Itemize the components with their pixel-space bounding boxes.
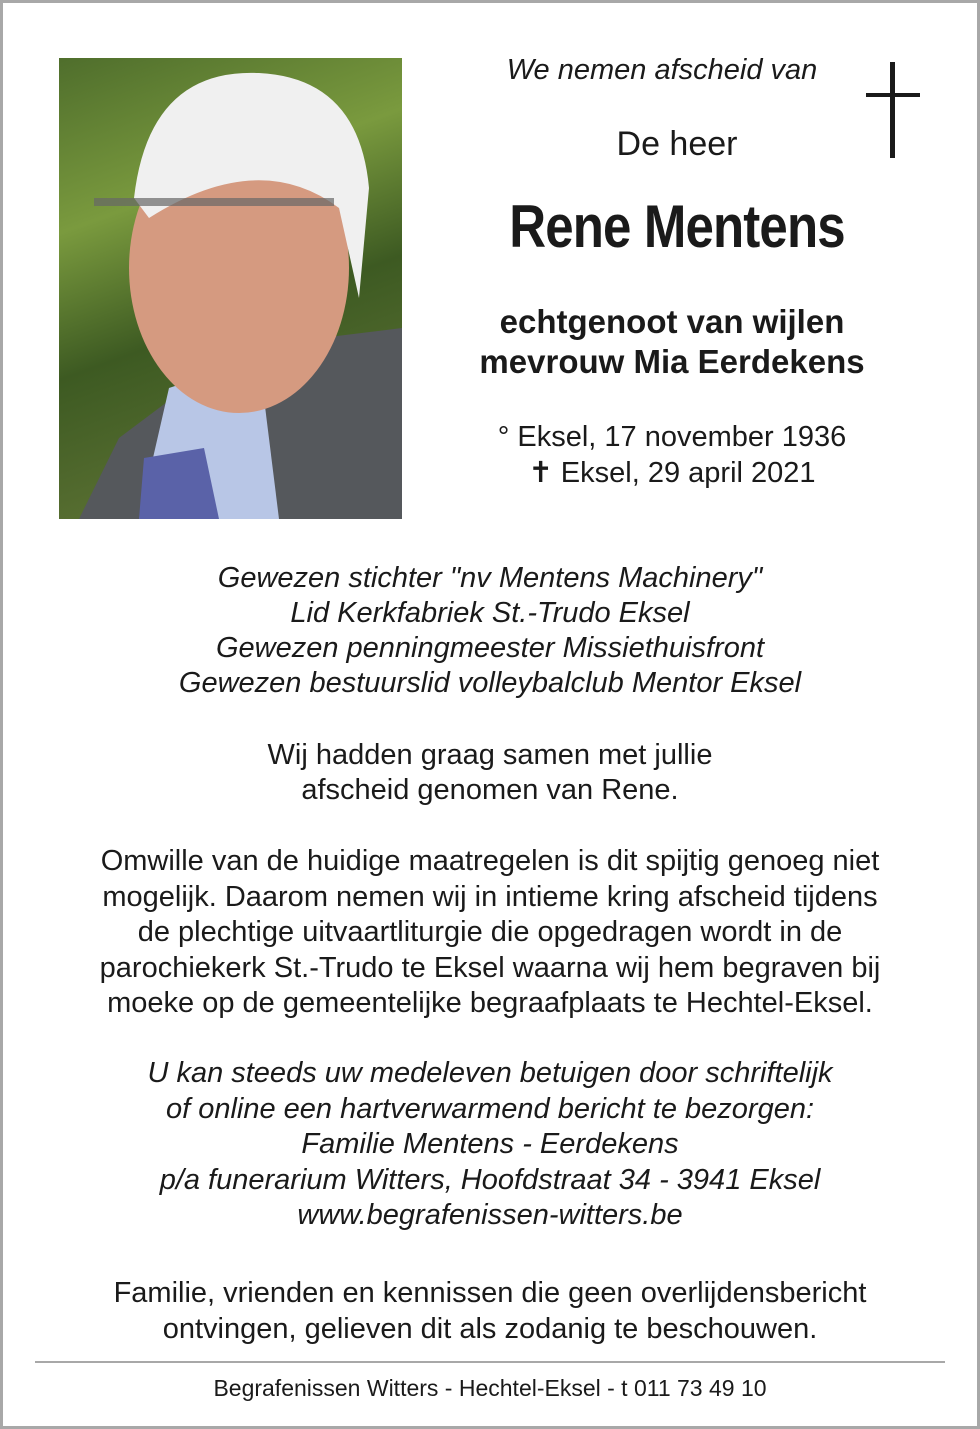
relation-line: mevrouw Mia Eerdekens xyxy=(479,343,865,380)
website-link[interactable]: www.begrafenissen-witters.be xyxy=(297,1199,683,1231)
footer: Begrafenissen Witters - Hechtel-Eksel - t 011 73 49 10 xyxy=(213,1375,767,1401)
paragraph-farewell xyxy=(0,738,980,808)
portrait-photo xyxy=(59,58,402,519)
birth-date: ° Eksel, 17 november 1936 xyxy=(497,421,847,453)
text-line: of online een hartverwarmend bericht te bezorgen: xyxy=(165,1092,815,1125)
text-line: Familie, vrienden en kennissen die geen overlijdensbericht xyxy=(113,1277,867,1309)
text-line: de plechtige uitvaartliturgie die opgedragen wordt in de xyxy=(137,916,843,948)
intro-text: We nemen afscheid van xyxy=(506,54,818,86)
function-item: Gewezen stichter "nv Mentens Machinery" xyxy=(217,562,763,594)
text-line: parochiekerk St.-Trudo te Eksel waarna wij hem begraven bij xyxy=(99,951,881,984)
text-line: Omwille van de huidige maatregelen is dit spijtig genoeg niet xyxy=(100,845,880,877)
function-item: Gewezen bestuurslid volleybalclub Mentor Eksel xyxy=(178,667,802,699)
paragraph-measures xyxy=(0,844,980,1022)
dates xyxy=(440,419,904,491)
functions-list xyxy=(0,561,980,701)
text-line: ontvingen, gelieven dit als zodanig te beschouwen. xyxy=(162,1313,818,1345)
salutation: De heer xyxy=(616,125,738,163)
divider xyxy=(35,1361,945,1363)
text-line: U kan steeds uw medeleven betuigen door schriftelijk xyxy=(147,1057,833,1089)
deceased-name: Rene Mentens xyxy=(509,193,845,260)
death-date: ✝ Eksel, 29 april 2021 xyxy=(528,457,816,489)
relation xyxy=(440,302,904,382)
relation-line: echtgenoot van wijlen xyxy=(499,303,845,340)
text-line: moeke op de gemeentelijke begraafplaats te Hechtel-Eksel. xyxy=(107,987,873,1019)
paragraph-notice xyxy=(0,1275,980,1347)
function-item: Gewezen penningmeester Missiethuisfront xyxy=(215,632,765,664)
text-line: mogelijk. Daarom nemen wij in intieme kring afscheid tijdens xyxy=(102,880,878,913)
cross-icon-bar xyxy=(866,93,920,97)
address: p/a funerarium Witters, Hoofdstraat 34 - 3941 Eksel xyxy=(159,1163,821,1196)
paragraph-condolences xyxy=(0,1056,980,1234)
function-item: Lid Kerkfabriek St.-Trudo Eksel xyxy=(290,597,690,629)
text-line: Wij hadden graag samen met jullie xyxy=(267,739,713,771)
text-line: afscheid genomen van Rene. xyxy=(301,774,679,806)
family-name: Familie Mentens - Eerdekens xyxy=(301,1128,679,1160)
